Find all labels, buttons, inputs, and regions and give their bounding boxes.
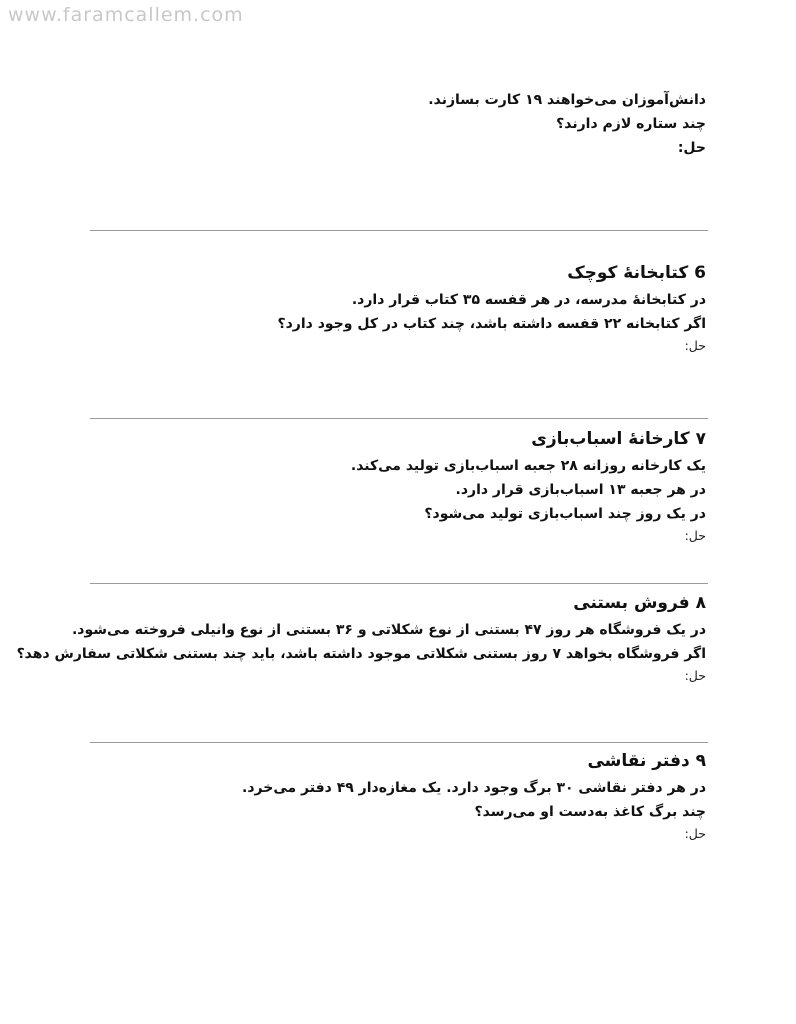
problem-9: [86, 748, 706, 844]
problem-text-line: در هر جعبه ۱۳ اسباب‌بازی قرار دارد.: [455, 482, 706, 498]
problem-text-line: در هر دفتر نقاشی ۳۰ برگ وجود دارد. یک مغازه‌دار ۴۹ دفتر می‌خرد.: [242, 780, 706, 796]
problem-text-line: چند برگ کاغذ به‌دست او می‌رسد؟: [474, 804, 706, 820]
problem-text-line: در کتابخانهٔ مدرسه، در هر قفسه ۳۵ کتاب قرار دارد.: [351, 292, 706, 308]
problem-8: [16, 590, 706, 686]
section-divider: [90, 583, 708, 584]
section-divider: [90, 742, 708, 743]
solution-label: حل:: [684, 668, 706, 683]
section-divider: [90, 230, 708, 231]
solution-label: حل:: [684, 528, 706, 543]
problem-text-line: در یک روز چند اسباب‌بازی تولید می‌شود؟: [424, 506, 706, 522]
problem-text-line: اگر فروشگاه بخواهد ۷ روز بستنی شکلاتی موجود داشته باشد، باید چند بستنی شکلاتی سفارش دهد؟: [16, 646, 706, 662]
problem-title: 6 کتابخانهٔ کوچک: [567, 263, 706, 283]
watermark: www.faramcallem.com: [8, 4, 244, 26]
solution-label: حل:: [684, 338, 706, 353]
problem-text-line: چند ستاره لازم دارند؟: [556, 116, 706, 132]
intro-block: [86, 88, 706, 160]
problem-text-line: در یک فروشگاه هر روز ۴۷ بستنی از نوع شکلاتی و ۳۶ بستنی از نوع وانیلی فروخته می‌شود.: [71, 622, 706, 638]
problem-title: ۷ کارخانهٔ اسباب‌بازی: [531, 429, 706, 449]
problem-title: ۹ دفتر نقاشی: [587, 751, 706, 771]
problem-7: [86, 426, 706, 546]
solution-label: حل:: [684, 826, 706, 841]
section-divider: [90, 418, 708, 419]
problem-text-line: دانش‌آموزان می‌خواهند ۱۹ کارت بسازند.: [428, 92, 706, 108]
problem-text-line: اگر کتابخانه ۲۲ قفسه داشته باشد، چند کتاب در کل وجود دارد؟: [277, 316, 706, 332]
problem-6: [86, 260, 706, 356]
solution-label: حل:: [677, 140, 706, 156]
problem-text-line: یک کارخانه روزانه ۲۸ جعبه اسباب‌بازی تولید می‌کند.: [350, 458, 706, 474]
problem-title: ۸ فروش بستنی: [573, 593, 706, 613]
